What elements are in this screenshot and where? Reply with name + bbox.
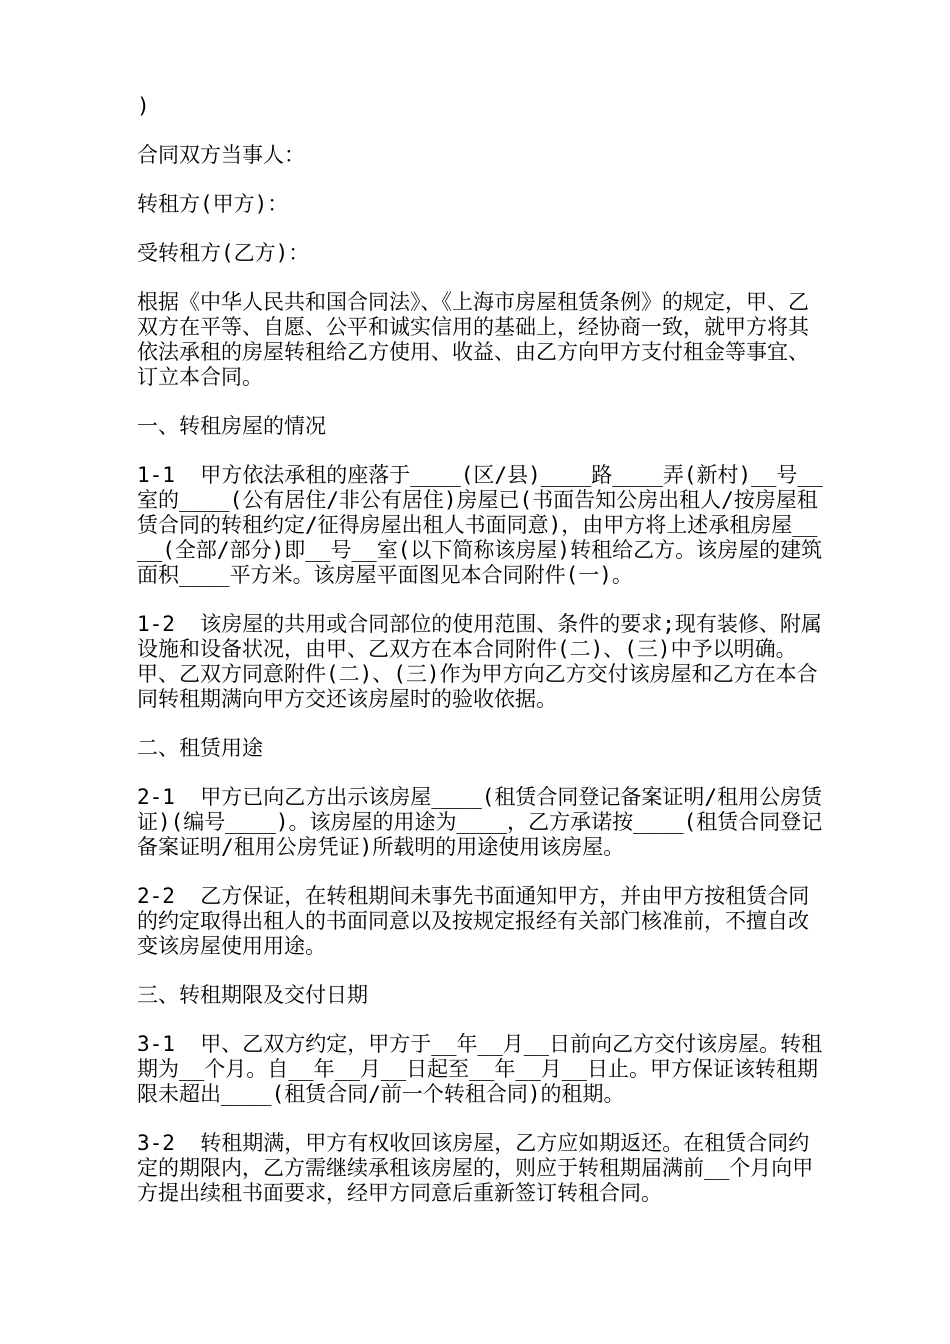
clause-2-2: 2-2 乙方保证，在转租期间未事先书面通知甲方，并由甲方按租赁合同的约定取得出租人的书面同意以及按规定报经有关部门核准前，不擅自改变该房屋使用用途。 [137,884,810,958]
section-heading-1: 一、转租房屋的情况 [137,414,326,438]
parties-heading: 合同双方当事人： [137,143,305,167]
contract-body [137,94,827,1230]
preamble-paragraph: 根据《中华人民共和国合同法》、《上海市房屋租赁条例》的规定，甲、乙双方在平等、自愿、公平和诚实信用的基础上，经协商一致，就甲方将其依法承租的房屋转租给乙方使用、收益、由乙方向甲方支付租金等事宜、订立本合同。 [137,290,809,389]
closing-parenthesis: ) [137,94,150,118]
clause-2-1: 2-1 甲方已向乙方出示该房屋____(租赁合同登记备案证明/租用公房赁证)(编号____)。该房屋的用途为____，乙方承诺按____(租赁合同登记备案证明/租用公房凭证)所载明的用途使用该房屋。 [137,785,823,859]
clause-1-2: 1-2 该房屋的共用或合同部位的使用范围、条件的要求;现有装修、附属设施和设备状况，由甲、乙双方在本合同附件(二)、(三)中予以明确。甲、乙双方同意附件(二)、(三)作为甲方向乙方交付该房屋和乙方在本合同转租期满向甲方交还该房屋时的验收依据。 [137,612,822,711]
clause-3-2: 3-2 转租期满，甲方有权收回该房屋，乙方应如期返还。在租赁合同约定的期限内，乙方需继续承租该房屋的，则应于转租期届满前__个月向甲方提出续租书面要求，经甲方同意后重新签订转租合同。 [137,1131,814,1205]
party-a-line: 转租方(甲方)： [137,192,289,216]
party-b-line: 受转租方(乙方)： [137,241,310,265]
section-heading-3: 三、转租期限及交付日期 [137,983,368,1007]
section-heading-2: 二、租赁用途 [137,736,263,760]
clause-3-1: 3-1 甲、乙双方约定，甲方于__年__月__日前向乙方交付该房屋。转租期为__个月。自__年__月__日起至__年__月__日止。甲方保证该转租期限未超出____(租赁合同/前一个转租合同)的租期。 [137,1032,823,1106]
clause-1-1: 1-1 甲方依法承租的座落于____(区/县)____路____弄(新村)__号__室的____(公有居住/非公有居住)房屋已(书面告知公房出租人/按房屋租赁合同的转租约定/征得房屋出租人书面同意)，由甲方将上述承租房屋____(全部/部分)即__号__室(以下简称该房屋)转租给乙方。该房屋的建筑面积____平方米。该房屋平面图见本合同附件(一)。 [137,463,823,587]
